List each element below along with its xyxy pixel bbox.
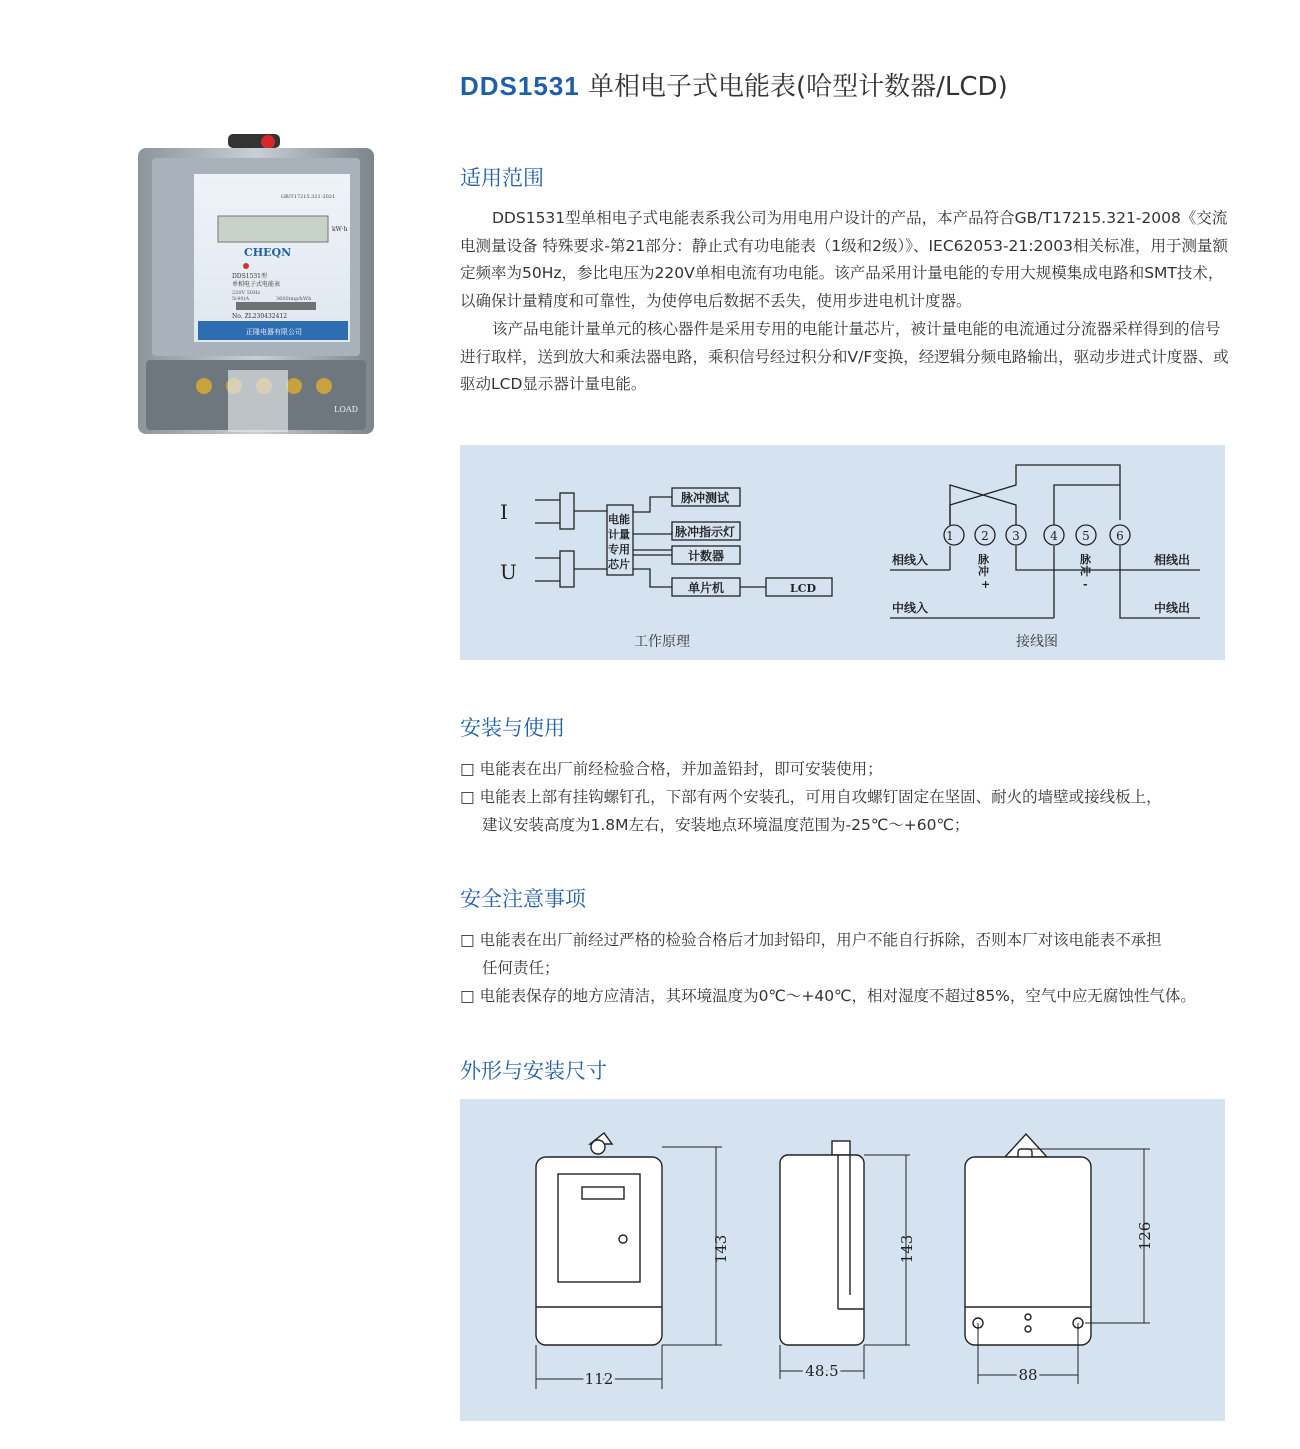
meter-unit: kW·h <box>332 226 348 233</box>
terminal-cover <box>228 370 288 432</box>
chip-line-1: 电能 <box>608 513 630 526</box>
label-neutral-in: 中线入 <box>892 601 929 615</box>
side-view <box>780 1155 864 1345</box>
product-image <box>136 128 376 438</box>
block-label-pulse-test: 脉冲测试 <box>681 491 730 505</box>
terminal-4-label: 4 <box>1050 529 1058 543</box>
voltage-sensor <box>560 551 574 587</box>
meter-constant: 3600imp/kWh <box>276 296 312 302</box>
front-height-label: 143 <box>712 1234 730 1264</box>
scope-heading: 适用范围 <box>460 166 544 190</box>
chip-line-3: 专用 <box>608 543 630 556</box>
install-item-1: □ 电能表在出厂前经检验合格，并加盖铅封，即可安装使用； <box>460 760 883 778</box>
pulse-minus-1: 脉 <box>1080 553 1091 566</box>
lcd-window <box>218 216 328 242</box>
meter-company: 正隆电器有限公司 <box>246 328 302 336</box>
meter-load-label: LOAD <box>334 405 359 414</box>
block-label-lcd: LCD <box>790 582 817 595</box>
install-list <box>460 755 1260 839</box>
scope-paragraph-1: DDS1531型单相电子式电能表系我公司为用电用户设计的产品，本产品符合GB/T17215.321-2008《交流电测量设备 特殊要求-第21部分：静止式有功电能表（1级和2级）》、IEC62053-21:2003相关标准，用于测量额定频率为50Hz，参比电压为220V单相电流有功电能。该产品采用计量电能的专用大规模集成电路和SMT技术，以确保计量精度和可靠性，为使停电后数据不丢失，使用步进电机计度器。 <box>460 209 1228 310</box>
safety-list <box>460 926 1260 1010</box>
block-label-pulse-led: 脉冲指示灯 <box>675 525 736 539</box>
page-title <box>460 66 1008 103</box>
safety-heading: 安全注意事项 <box>460 887 586 911</box>
pulse-minus-2: 冲 <box>1080 565 1091 578</box>
caption-wiring: 接线图 <box>1016 634 1058 650</box>
meter-serial: No. ZL230432412 <box>232 313 288 320</box>
diagram-svg <box>460 445 1225 660</box>
safety-item-1: □ 电能表在出厂前经过严格的检验合格后才加封铅印，用户不能自行拆除，否则本厂对该电能表不承担 <box>460 931 1162 949</box>
label-i: I <box>500 500 508 524</box>
side-depth-label: 48.5 <box>805 1362 839 1380</box>
caption-working-principle: 工作原理 <box>634 634 690 650</box>
chip-line-2: 计量 <box>608 528 630 541</box>
label-line-out: 相线出 <box>1154 553 1191 567</box>
label-u: U <box>500 560 517 584</box>
pulse-minus-3: - <box>1083 578 1088 591</box>
dimensions-svg <box>460 1099 1225 1421</box>
terminal-2-label: 2 <box>981 529 989 543</box>
pulse-led-icon <box>243 263 249 269</box>
terminal-5-label: 5 <box>1082 529 1090 543</box>
block-label-counter: 计数器 <box>688 549 725 563</box>
side-knob <box>832 1141 850 1155</box>
terminal-1-label: 1 <box>946 529 954 543</box>
safety-item-2: □ 电能表保存的地方应清洁，其环境温度为0℃～+40℃，相对湿度不超过85%，空气中应无腐蚀性气体。 <box>460 987 1196 1005</box>
pulse-plus-2: 冲 <box>978 565 989 578</box>
block-label-mcu: 单片机 <box>688 581 725 595</box>
dimensions-panel <box>460 1099 1225 1421</box>
meter-model: DDS1531型 <box>232 273 268 280</box>
diagram-panel <box>460 445 1225 660</box>
dimensions-heading: 外形与安装尺寸 <box>460 1059 607 1083</box>
chip-line-4: 芯片 <box>608 558 630 571</box>
terminal-6-label: 6 <box>1116 529 1124 543</box>
front-view <box>536 1157 662 1345</box>
barcode <box>236 302 316 310</box>
back-height-label: 126 <box>1136 1221 1154 1251</box>
back-width-label: 88 <box>1018 1366 1038 1384</box>
pulse-plus-3: + <box>981 578 991 591</box>
terminal-3-label: 3 <box>1012 529 1020 543</box>
pulse-plus-1: 脉 <box>978 553 989 566</box>
meter-standard: GB/T17215.321-2021 <box>281 194 336 200</box>
scope-paragraph-2: 该产品电能计量单元的核心器件是采用专用的电能计量芯片，被计量电能的电流通过分流器采样得到的信号进行取样，送到放大和乘法器电路，乘积信号经过积分和V/F变换，经逻辑分频电路输出，驱动步进式计度器、或驱动LCD显示器计量电能。 <box>460 320 1229 393</box>
front-width-label: 112 <box>584 1370 614 1388</box>
meter-name: 单相电子式电能表 <box>232 281 281 288</box>
current-sensor <box>560 493 574 529</box>
meter-rating: 220V 50Hz <box>232 290 261 296</box>
install-item-2: □ 电能表上部有挂钩螺钉孔，下部有两个安装孔，可用自攻螺钉固定在坚固、耐火的墙壁或接线板上， <box>460 788 1162 806</box>
label-line-in: 相线入 <box>892 553 929 567</box>
meter-brand: CHEQN <box>244 246 292 259</box>
seal-red-icon <box>261 135 275 149</box>
title-text: 单相电子式电能表(哈型计数器/LCD) <box>588 72 1008 102</box>
meter-current: 5(40)A <box>232 296 250 302</box>
install-item-2-cont: 建议安装高度为1.8M左右，安装地点环境温度范围为-25℃～+60℃； <box>482 816 970 834</box>
install-heading: 安装与使用 <box>460 716 565 740</box>
title-model: DDS1531 <box>460 71 580 101</box>
safety-item-1-cont: 任何责任； <box>482 959 560 977</box>
side-height-label: 143 <box>898 1234 916 1264</box>
label-neutral-out: 中线出 <box>1154 601 1191 615</box>
